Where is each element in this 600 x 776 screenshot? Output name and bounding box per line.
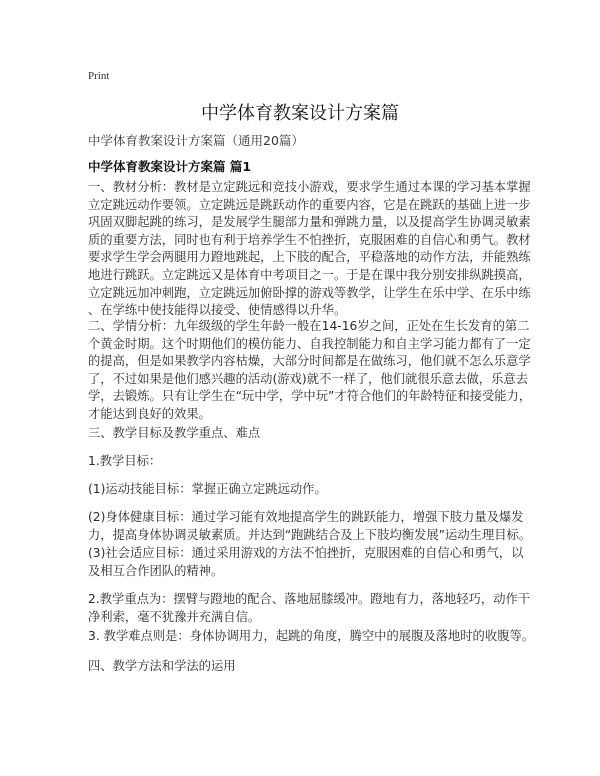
paragraph-line: 才能达到良好的效果。 bbox=[88, 406, 211, 421]
paragraph-line: (1)运动技能目标：掌握正确立定跳远动作。 bbox=[88, 482, 327, 496]
paragraph-line: 2.教学重点为：摆臂与蹬地的配合、落地屈膝缓冲。蹬地有力，落地轻巧，动作干 bbox=[88, 592, 531, 606]
paragraph-line: 、在学练中使技能得以接受、使情感得以升华。 bbox=[88, 303, 347, 318]
paragraph bbox=[88, 425, 528, 443]
paragraph bbox=[88, 481, 528, 499]
paragraph-line: 力，提高身体协调灵敏素质。并达到“跑跳结合及上下肢均衡发展”运动生理目标。 bbox=[88, 527, 532, 542]
paragraph-line: 立定跳远加冲刺跑，立定跳远加俯卧撑的游戏等教学，让学生在乐中学、在乐中练 bbox=[88, 285, 531, 300]
paragraph bbox=[88, 545, 528, 580]
paragraph-line: 3. 教学难点则是：身体协调用力，起跳的角度，腾空中的展腹及落地时的收腹等。 bbox=[88, 629, 535, 643]
paragraph-line: 1.教学目标： bbox=[88, 454, 162, 468]
paragraph-line: 立定跳远动作要领。立定跳远是跳跃动作的重要内容，它是在跳跃的基础上进一步 bbox=[88, 197, 531, 212]
paragraph-line: 的提高，但是如果教学内容枯燥，大部分时间都是在做练习，他们就不怎么乐意学 bbox=[88, 354, 531, 369]
page-title: 中学体育教案设计方案篇 bbox=[201, 103, 399, 124]
paragraph-line: 巩固双脚起跳的练习，是发展学生腿部力量和弹跳力量，以及提高学生协调灵敏素 bbox=[88, 215, 531, 230]
paragraph-line: 学，去锻炼。只有让学生在“玩中学，学中玩”才符合他们的年龄特征和接受能力， bbox=[88, 389, 532, 404]
section-heading: 中学体育教案设计方案篇 篇1 bbox=[88, 159, 252, 174]
paragraph-line: 四、教学方法和学法的运用 bbox=[88, 659, 236, 673]
paragraph bbox=[88, 318, 532, 424]
paragraph-line: 地进行跳跃。立定跳远又是体育中考项目之一。于是在课中我分别安排纵跳摸高， bbox=[88, 267, 531, 282]
paragraph-line: (2)身体健康目标：通过学习能有效地提高学生的跳跃能力，增强下肢力量及爆发 bbox=[88, 510, 524, 524]
print-link[interactable]: Print bbox=[88, 70, 110, 82]
paragraph bbox=[88, 453, 528, 471]
paragraph-line: 三、教学目标及教学重点、难点 bbox=[88, 426, 261, 440]
paragraph-line: 一、教材分析：教材是立定跳远和竞技小游戏，要求学生通过本课的学习基本掌握 bbox=[88, 180, 531, 194]
paragraph-line: 及相互合作团队的精神。 bbox=[88, 563, 224, 578]
paragraph-line: 净利索，毫不犹豫并充满自信。 bbox=[88, 609, 261, 624]
paragraph bbox=[88, 509, 532, 544]
paragraph bbox=[88, 179, 531, 320]
paragraph-line: 质的重要方法，同时也有利于培养学生不怕挫折，克服困难的自信心和勇气。教材 bbox=[88, 232, 531, 247]
paragraph-line: 要求学生学会两腿用力蹬地跳起，上下肢的配合，平稳落地的动作方法，并能熟练 bbox=[88, 250, 531, 265]
paragraph bbox=[88, 658, 528, 676]
paragraph-line: 二、学情分析：九年级级的学生年龄一般在14-16岁之间，正处在生长发育的第二 bbox=[88, 319, 530, 333]
document-subtitle: 中学体育教案设计方案篇（通用20篇） bbox=[88, 133, 304, 148]
paragraph-line: (3)社会适应目标：通过采用游戏的方法不怕挫折，克服困难的自信心和勇气，以 bbox=[88, 546, 524, 560]
paragraph bbox=[88, 628, 535, 646]
paragraph-line: 了，不过如果是他们感兴趣的活动(游戏)就不一样了，他们就很乐意去做，乐意去 bbox=[88, 371, 528, 386]
paragraph bbox=[88, 591, 531, 626]
paragraph-line: 个黄金时期。这个时期他们的模仿能力、自我控制能力和自主学习能力都有了一定 bbox=[88, 336, 531, 351]
